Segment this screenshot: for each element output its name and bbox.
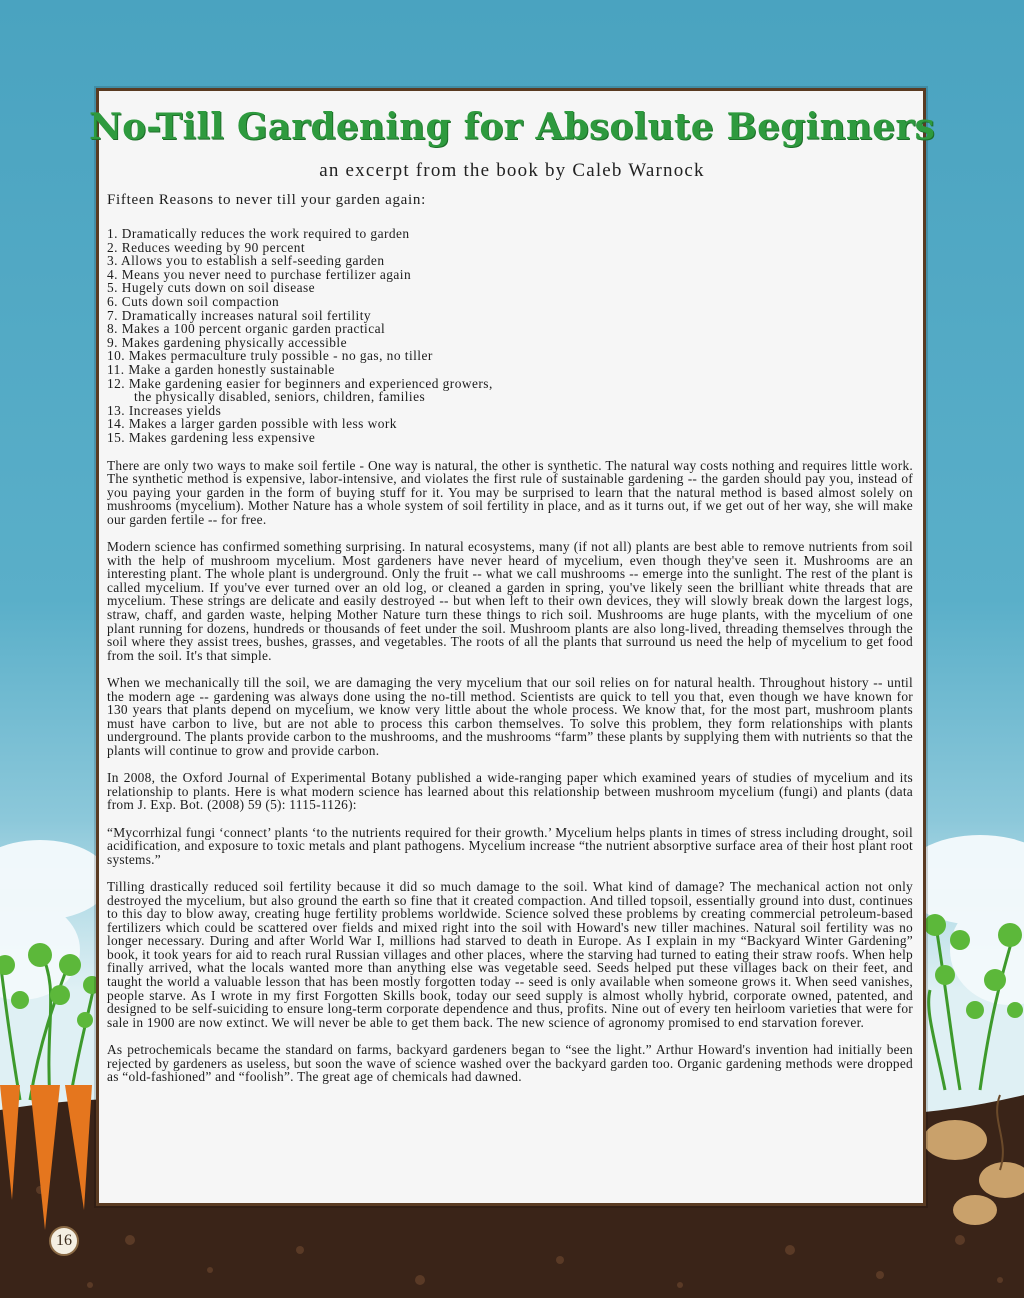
paragraph: As petrochemicals became the standard on farms, backyard gardeners began to “see the light.” Arthur Howard's invention had initially been rejected by gardeners as useless, but soon the wave of science washed over the backyard garden too. Organic gardening methods were dropped as “old-fashioned” and “foolish”. The great age of chemicals had dawned. [107, 1042, 913, 1085]
paragraph: Modern science has confirmed something surprising. In natural ecosystems, many (if not all) plants are best able to remove nutrients from soil with the help of mushroom mycelium. Most gardeners have never heard of mycelium, even though they've seen it. Mushrooms are an interesting plant. The whole plant is underground. Only the fruit -- what we call mushrooms -- emerge into the sunlight. The rest of the plant is called mycelium. If you've ever turned over an old log, or cleaned a garden in spring, you've likely seen the brilliant white threads that are mycelium. These strings are delicate and easily destroyed -- but when left to their own devices, they will slowly break down the largest logs, straw, chaff, and garden waste, helping Mother Nature turn these things to rich soil. Mushrooms are huge plants, with the mycelium of one plant running for dozens, hundreds or thousands of feet under the soil. Mushroom plants are also long-lived, threading themselves through the soil where they assist trees, bushes, grasses, and vegetables. The roots of all the plants that surround us need the help of mycelium to get food from the soil. It's that simple. [107, 539, 913, 663]
page-number: 16 [49, 1226, 79, 1256]
list-item-continuation: the physically disabled, seniors, children, families [134, 389, 426, 405]
list-item: 11. Make a garden honestly sustainable [107, 361, 335, 377]
page-title: No-Till Gardening for Absolute Beginners [88, 106, 936, 148]
paragraph: Tilling drastically reduced soil fertility because it did so much damage to the soil. What kind of damage? The mechanical action not only destroyed the mycelium, but also ground the earth so fine that it created compaction. And tilled topsoil, essentially ground into dust, continues to this day to blow away, creating huge fertility problems worldwide. Science solved these problems by creating commercial petroleum-based fertilizers which could be scattered over fields and mixed right into the soil with Howard's new tiller machines. Natural soil fertility was no longer necessary. During and after World War I, millions had starved to death in Europe. As I explain in my “Backyard Winter Gardening” book, it took years for aid to reach rural Russian villages and other places, where the starving had turned to eating their straw roofs. When help finally arrived, what the locals wanted more than anything else was vegetable seed. Seeds helped put these villages back on their feet, and taught the world a valuable lesson that has been mostly forgotten today -- seed is only available when someone grows it. When seed vanishes, people starve. As I wrote in my first Forgotten Skills book, today our seed supply is almost wholly hybrid, corporate owned, patented, and designed to be self-suiciding to ensure long-term corporate dependence and thus, profits. Nine out of every ten heirloom varieties that were for sale in 1900 are now extinct. We will never be able to get them back. The new science of agronomy promised to end starvation forever. [107, 878, 913, 1030]
list-item: 1. Dramatically reduces the work required to garden [107, 226, 410, 241]
list-item: 7. Dramatically increases natural soil fertility [107, 307, 372, 323]
list-item: 6. Cuts down soil compaction [107, 293, 280, 309]
article-body [107, 192, 913, 1097]
list-item: 15. Makes gardening less expensive [107, 429, 316, 445]
list-item: 4. Means you never need to purchase fertilizer again [107, 266, 412, 282]
paragraph: In 2008, the Oxford Journal of Experimental Botany published a wide-ranging paper which examined years of studies of mycelium and its relationship to plants. Here is what modern science has learned about this relationship between mushroom mycelium (fungi) and plants (data from J. Exp. Bot. (2008) 59 (5): 1115-1126): [107, 770, 913, 813]
paragraph: There are only two ways to make soil fertile - One way is natural, the other is synthetic. The natural way costs nothing and requires little work. The synthetic method is expensive, labor-intensive, and violates the first rule of sustainable gardening -- the garden should pay you, instead of you paying your garden in the form of buying stuff for it. You may be surprised to learn that the natural method is based almost solely on mushrooms (mycelium). Mother Nature has a whole system of soil fertility in place, and as it turns out, if we get out of her way, she will make our garden fertile -- for free. [107, 457, 913, 527]
intro-line: Fifteen Reasons to never till your garden again: [107, 192, 426, 208]
list-item: 3. Allows you to establish a self-seeding garden [107, 253, 385, 269]
list-item: 12. Make gardening easier for beginners and experienced growers, [107, 375, 493, 391]
list-item: 8. Makes a 100 percent organic garden practical [107, 321, 386, 337]
list-item: 10. Makes permaculture truly possible - no gas, no tiller [107, 348, 433, 364]
quote-paragraph: “Mycorrhizal fungi ‘connect’ plants ‘to the nutrients required for their growth.’ Mycelium helps plants in times of stress including drought, soil acidification, and exposure to toxic metals and plant pathogens. Mycelium increase “the nutrient absorptive surface area of their host plant root systems.” [107, 824, 913, 867]
subtitle: an excerpt from the book by Caleb Warnock [319, 160, 705, 181]
list-item: 14. Makes a larger garden possible with less work [107, 416, 397, 432]
list-item: 13. Increases yields [107, 402, 222, 418]
paragraph: When we mechanically till the soil, we are damaging the very mycelium that our soil relies on for natural health. Throughout history -- until the modern age -- gardening was always done using the no-till method. Scientists are quick to tell you that, even though we have known for 130 years that plants depend on mycelium, we know very little about the whole process. We know that, for the most part, mushroom plants must have carbon to live, but are not able to process this carbon themselves. To solve this problem, they form relationships with plants underground. The plants provide carbon to the mushrooms, and the mushrooms “farm” these plants by supplying them with nutrients so that the plants will continue to grow and provide carbon. [107, 675, 913, 758]
list-item: 5. Hugely cuts down on soil disease [107, 280, 316, 296]
list-item: 2. Reduces weeding by 90 percent [107, 239, 306, 255]
reasons-list [107, 227, 913, 445]
list-item: 9. Makes gardening physically accessible [107, 334, 347, 350]
